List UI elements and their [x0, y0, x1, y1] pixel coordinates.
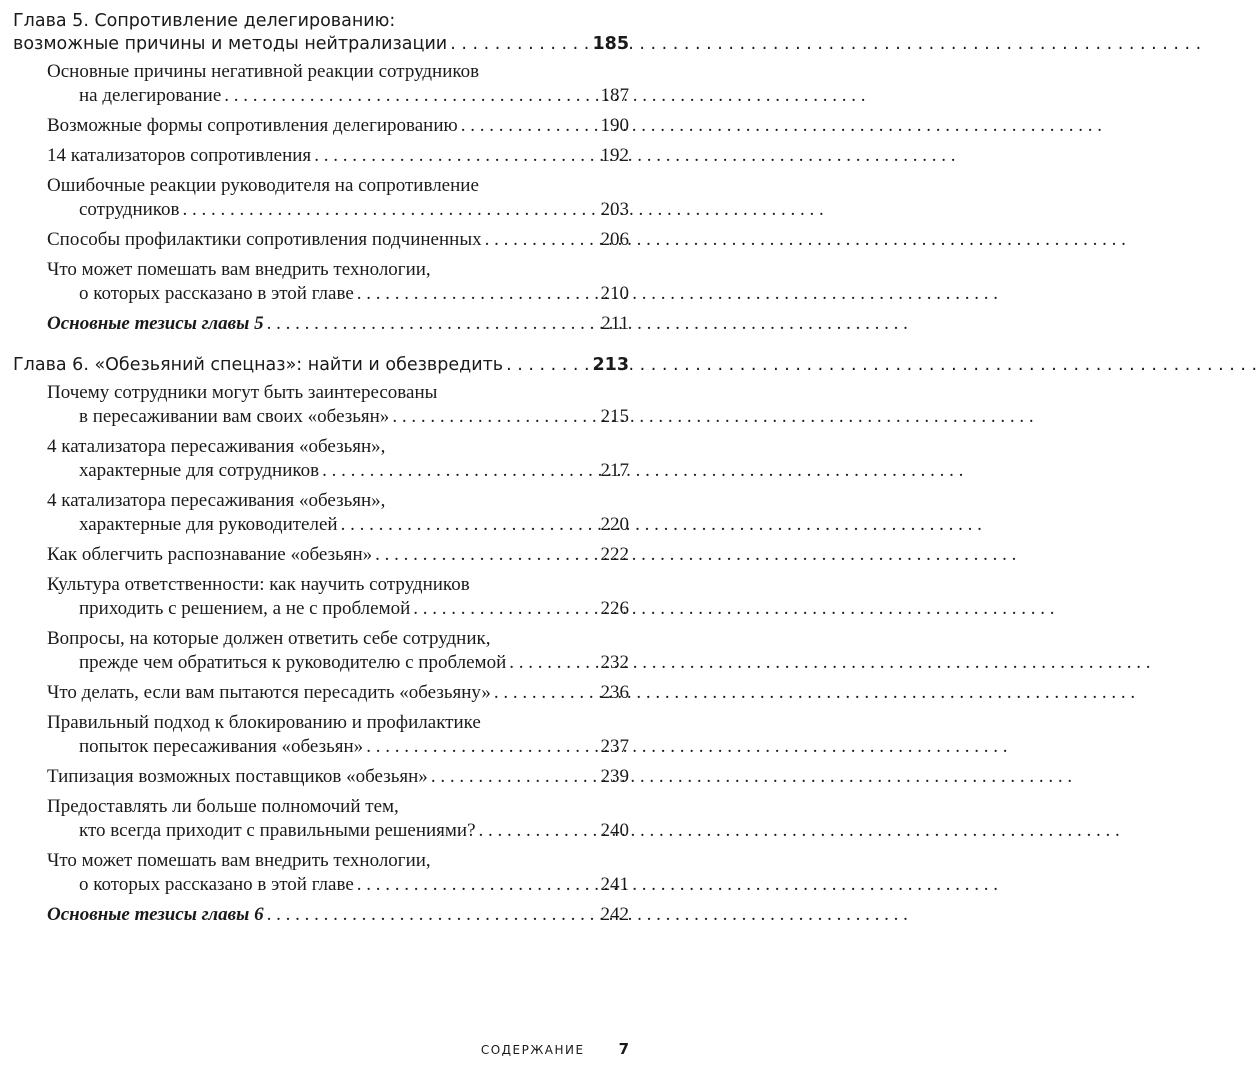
toc-page-number: 220: [600, 514, 629, 535]
toc-entry-line: [47, 84, 629, 108]
toc-entry-line: [47, 381, 629, 405]
dot-leader: [322, 459, 597, 483]
toc-entry[interactable]: [47, 765, 629, 789]
toc-entry-text: Основные тезисы главы 5: [47, 313, 264, 334]
toc-entry-text: о которых рассказано в этой главе: [79, 283, 354, 304]
toc-page-number: 217: [600, 460, 629, 481]
toc-entry[interactable]: [47, 795, 629, 843]
chapter-title-line: [13, 354, 629, 377]
toc-entry-line: [47, 144, 629, 168]
toc-entry[interactable]: [47, 60, 629, 108]
toc-entry-line: [47, 198, 629, 222]
chapter-title-text: возможные причины и методы нейтрализации: [13, 34, 448, 54]
toc-entry-text: характерные для руководителей: [79, 514, 338, 535]
toc-page-number: 190: [600, 115, 629, 136]
chapter-block: [0, 10, 649, 336]
summary-entry[interactable]: [47, 903, 629, 927]
toc-entry-text: о которых рассказано в этой главе: [79, 874, 354, 895]
toc-entry-line: [47, 459, 629, 483]
toc-page-number: 232: [600, 652, 629, 673]
toc-entry-line: [47, 312, 629, 336]
toc-entry-line: [47, 258, 629, 282]
toc-entry[interactable]: [47, 573, 629, 621]
toc-entry-text: Что делать, если вам пытаются пересадить «обезьяну»: [47, 682, 491, 703]
dot-leader: [314, 144, 597, 168]
toc-entry[interactable]: [47, 114, 629, 138]
toc-entry-line: [47, 174, 629, 198]
toc-entry[interactable]: [47, 144, 629, 168]
toc-entry-line: [47, 543, 629, 567]
toc-entry[interactable]: [47, 435, 629, 483]
toc-entry-text: характерные для сотрудников: [79, 460, 320, 481]
toc-page-number: 236: [600, 682, 629, 703]
toc-page-number: 215: [600, 406, 629, 427]
dot-leader: [413, 597, 597, 621]
toc-entry-text: кто всегда приходит с правильными решениями?: [79, 820, 476, 841]
toc-entry-text: Правильный подход к блокированию и профилактике: [47, 712, 481, 733]
toc-entry-text: 4 катализатора пересаживания «обезьян»,: [47, 490, 386, 511]
toc-entry-line: [47, 405, 629, 429]
toc-entry-text: 14 катализаторов сопротивления: [47, 145, 312, 166]
toc-entry-text: попыток пересаживания «обезьян»: [79, 736, 364, 757]
chapter-title-text: Глава 6. «Обезьяний спецназ»: найти и обезвредить: [13, 355, 504, 375]
toc-entry-text: Культура ответственности: как научить сотрудников: [47, 574, 470, 595]
chapter-title[interactable]: [13, 10, 629, 56]
dot-leader: [450, 33, 589, 56]
toc-page-number: 237: [600, 736, 629, 757]
chapter-title-text: Глава 5. Сопротивление делегированию:: [13, 11, 396, 31]
chapter-page-number: 185: [592, 34, 629, 54]
toc-page-number: 241: [600, 874, 629, 895]
dot-leader: [506, 354, 589, 377]
dot-leader: [392, 405, 597, 429]
toc-entry[interactable]: [47, 489, 629, 537]
toc-entry[interactable]: [47, 381, 629, 429]
toc-entry-text: приходить с решением, а не с проблемой: [79, 598, 411, 619]
toc-entry-text: Что может помешать вам внедрить технологии,: [47, 259, 431, 280]
toc-entry-line: [47, 735, 629, 759]
dot-leader: [461, 114, 598, 138]
toc-entry-text: 4 катализатора пересаживания «обезьян»,: [47, 436, 386, 457]
dot-leader: [341, 513, 598, 537]
toc-entry-text: Возможные формы сопротивления делегированию: [47, 115, 458, 136]
toc-entry[interactable]: [47, 681, 629, 705]
toc-entry[interactable]: [47, 543, 629, 567]
toc-page-number: 211: [601, 313, 629, 334]
chapter-block: [0, 354, 649, 927]
toc-entry-text: Основные тезисы главы 6: [47, 904, 264, 925]
toc-entry-text: Предоставлять ли больше полномочий тем,: [47, 796, 399, 817]
chapter-title-line: [13, 33, 629, 56]
dot-leader: [479, 819, 598, 843]
dot-leader: [224, 84, 597, 108]
toc-entry-line: [47, 765, 629, 789]
toc-page-number: 222: [600, 544, 629, 565]
toc-page-number: 203: [600, 199, 629, 220]
toc-entry[interactable]: [47, 174, 629, 222]
toc-entry-line: [47, 849, 629, 873]
toc-entry-line: [47, 819, 629, 843]
toc-entry-text: Основные причины негативной реакции сотрудников: [47, 61, 480, 82]
chapter-page-number: 213: [592, 355, 629, 375]
chapter-title[interactable]: [13, 354, 629, 377]
toc-entry-line: [47, 597, 629, 621]
toc-entry-line: [47, 795, 629, 819]
toc-entry-text: Ошибочные реакции руководителя на сопротивление: [47, 175, 479, 196]
toc-entry-line: [47, 627, 629, 651]
toc-entry-text: на делегирование: [79, 85, 222, 106]
toc-entry-line: [47, 873, 629, 897]
toc-entry-text: Почему сотрудники могут быть заинтересованы: [47, 382, 438, 403]
toc-entry-line: [47, 282, 629, 306]
dot-leader: [267, 312, 599, 336]
toc-entry-line: [47, 489, 629, 513]
toc-entry-line: [47, 60, 629, 84]
toc-page-number: 239: [600, 766, 629, 787]
toc-entry[interactable]: [47, 711, 629, 759]
toc-entry[interactable]: [47, 849, 629, 897]
table-of-contents: [0, 0, 649, 945]
toc-entry-text: прежде чем обратиться к руководителю с проблемой: [79, 652, 507, 673]
dot-leader: [366, 735, 597, 759]
chapter-title-line: [13, 10, 629, 33]
toc-page-number: 242: [600, 904, 629, 925]
toc-entry-line: [47, 711, 629, 735]
running-footer-label: СОДЕРЖАНИЕ: [480, 1043, 585, 1057]
toc-entry-line: [47, 435, 629, 459]
toc-entry-text: Вопросы, на которые должен ответить себе сотрудник,: [47, 628, 491, 649]
page-number: 7: [618, 1040, 629, 1058]
toc-entry[interactable]: [47, 627, 629, 675]
toc-entry-text: в пересаживании вам своих «обезьян»: [79, 406, 390, 427]
toc-entry-text: сотрудников: [79, 199, 180, 220]
toc-page-number: 240: [600, 820, 629, 841]
dot-leader: [485, 228, 598, 252]
toc-entry-line: [47, 513, 629, 537]
toc-page-number: 206: [600, 229, 629, 250]
toc-entry-text: Типизация возможных поставщиков «обезьян»: [47, 766, 428, 787]
section-list: [0, 381, 649, 927]
toc-entry-text: Способы профилактики сопротивления подчиненных: [47, 229, 482, 250]
toc-page-number: 192: [600, 145, 629, 166]
toc-entry-line: [47, 681, 629, 705]
dot-leader: [431, 765, 598, 789]
summary-entry[interactable]: [47, 312, 629, 336]
toc-page-number: 187: [600, 85, 629, 106]
toc-entry-text: Что может помешать вам внедрить технологии,: [47, 850, 431, 871]
toc-page-number: 226: [600, 598, 629, 619]
toc-entry-line: [47, 651, 629, 675]
dot-leader: [509, 651, 597, 675]
toc-entry-text: Как облегчить распознавание «обезьян»: [47, 544, 373, 565]
toc-entry-line: [47, 114, 629, 138]
dot-leader: [494, 681, 598, 705]
dot-leader: [375, 543, 597, 567]
toc-page-number: 210: [600, 283, 629, 304]
dot-leader: [357, 873, 598, 897]
dot-leader: [183, 198, 598, 222]
toc-entry-line: [47, 903, 629, 927]
toc-entry[interactable]: [47, 228, 629, 252]
toc-entry[interactable]: [47, 258, 629, 306]
page-footer: [0, 1040, 629, 1058]
dot-leader: [267, 903, 598, 927]
toc-entry-line: [47, 228, 629, 252]
toc-entry-line: [47, 573, 629, 597]
section-list: [0, 60, 649, 336]
dot-leader: [357, 282, 598, 306]
